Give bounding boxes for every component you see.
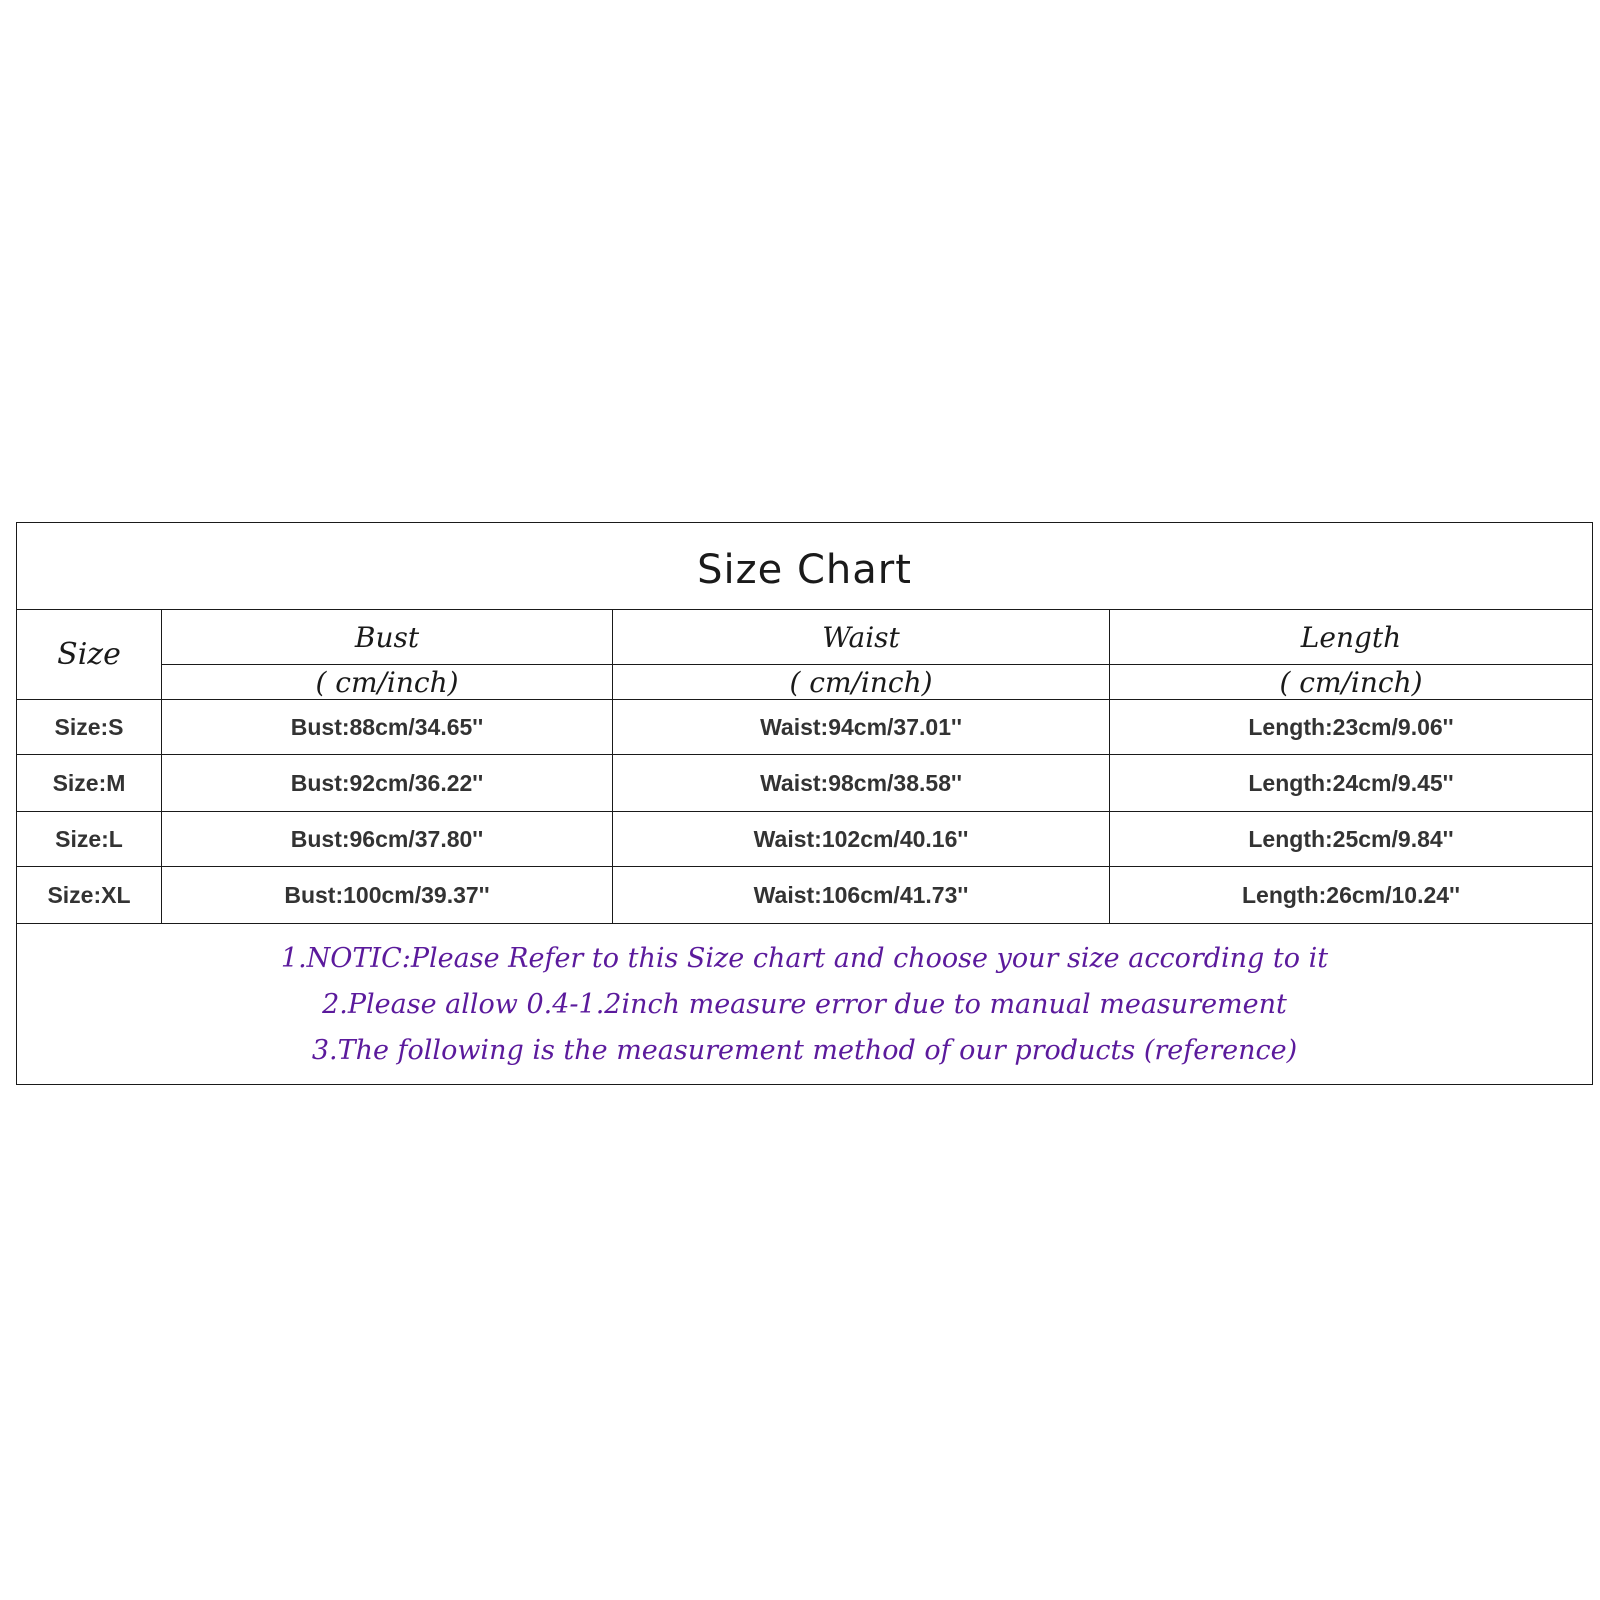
size-column-header: Size (17, 610, 162, 700)
notes-row (17, 924, 1593, 1085)
bust-cell: Bust:96cm/37.80'' (162, 812, 613, 867)
bust-cell: Bust:100cm/39.37'' (162, 867, 613, 924)
length-cell: Length:25cm/9.84'' (1110, 812, 1593, 867)
note-line: 3.The following is the measurement method of our products (reference) (311, 1035, 1298, 1066)
waist-cell: Waist:102cm/40.16'' (613, 812, 1110, 867)
size-cell: Size:M (17, 755, 162, 812)
length-column-header: Length (1110, 610, 1593, 665)
title-row (17, 523, 1593, 610)
length-cell: Length:23cm/9.06'' (1110, 700, 1593, 755)
size-cell: Size:XL (17, 867, 162, 924)
waist-cell: Waist:106cm/41.73'' (613, 867, 1110, 924)
note-line: 1.NOTIC:Please Refer to this Size chart and choose your size according to it (280, 943, 1329, 974)
bust-column-header: Bust (162, 610, 613, 665)
bust-cell: Bust:92cm/36.22'' (162, 755, 613, 812)
length-cell: Length:24cm/9.45'' (1110, 755, 1593, 812)
table-row (17, 755, 1593, 812)
waist-cell: Waist:98cm/38.58'' (613, 755, 1110, 812)
bust-cell: Bust:88cm/34.65'' (162, 700, 613, 755)
length-unit-label: ( cm/inch) (1110, 665, 1593, 700)
notes (17, 924, 1593, 1085)
bust-unit-label: ( cm/inch) (162, 665, 613, 700)
waist-cell: Waist:94cm/37.01'' (613, 700, 1110, 755)
waist-unit-label: ( cm/inch) (613, 665, 1110, 700)
table-row (17, 700, 1593, 755)
header-unit-row (17, 665, 1593, 700)
chart-title: Size Chart (17, 523, 1593, 610)
table-row (17, 867, 1593, 924)
length-cell: Length:26cm/10.24'' (1110, 867, 1593, 924)
size-chart-table (16, 522, 1593, 1085)
header-name-row (17, 610, 1593, 665)
waist-column-header: Waist (613, 610, 1110, 665)
table-row (17, 812, 1593, 867)
note-line: 2.Please allow 0.4-1.2inch measure error due to manual measurement (322, 989, 1287, 1020)
size-cell: Size:S (17, 700, 162, 755)
size-cell: Size:L (17, 812, 162, 867)
